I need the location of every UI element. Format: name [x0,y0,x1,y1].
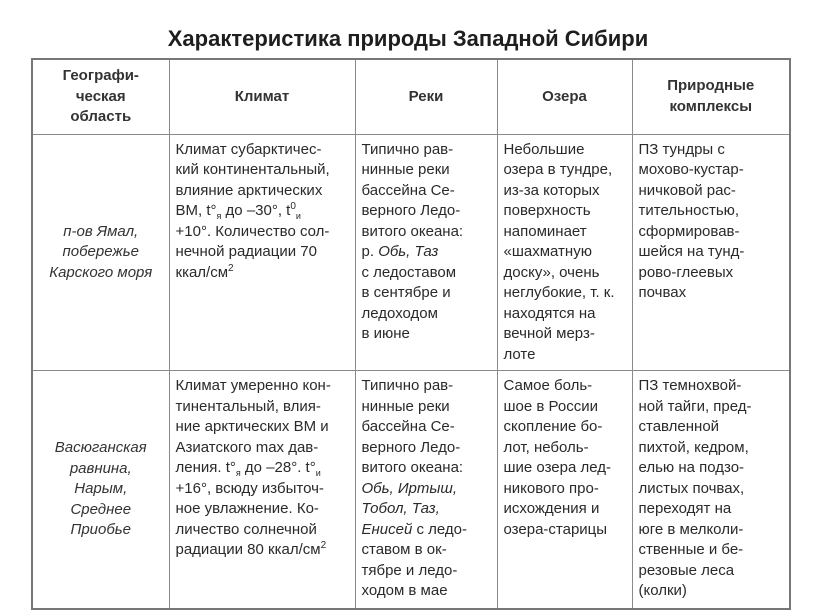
lakes-cell: Небольшие озера в тундре, из-за которых поверхность напоминает «шахматную доску», очень неглубокие, т. к. находятся на вечной мерз- лоте [497,134,632,371]
climate-text: ккал/см [175,263,229,281]
july-subscript: и [295,211,301,221]
rivers-text: с ледо- ставом в ок- тябре и ледо- ходом в мае [361,520,467,599]
degree-superscript: 0 [290,201,296,212]
climate-line: ное увлажнение. Ко- [175,500,319,517]
climate-line: +10°. Количество сол- [175,222,330,240]
climate-line: Азиатского max дав- [175,438,319,456]
climate-line: тинентальный, влия- [175,397,321,415]
header-region: Географи- ческая область [32,59,169,134]
january-subscript: я [235,468,241,478]
header-lakes: Озера [497,59,632,134]
climate-text: ВМ, t° [175,202,217,219]
table-header-row [32,59,790,134]
climate-line [176,263,349,284]
page-title: Характеристика природы Западной Сибири [167,26,649,51]
climate-line [176,540,349,561]
complexes-cell: ПЗ тундры с мохово-кустар- ничковой рас- тительностью, сформировав- шейся на тунд- рово-глеевых почвах [632,134,790,371]
header-rivers: Реки [355,59,497,134]
river-names: Обь, Таз [378,243,439,260]
climate-line: кий континентальный, [175,161,330,178]
table-row [32,134,790,371]
climate-line: Климат умеренно кон- [175,377,331,394]
river-names: Обь, Иртыш, Тобол, Таз, Енисей [361,479,458,538]
climate-text: радиации 80 ккал/см [175,541,321,558]
climate-text: до –30°, t [221,202,291,219]
climate-line-temp [176,201,349,222]
climate-line: личество солнечной [175,520,317,538]
climate-line: влияние арктических [175,181,323,199]
header-complexes: Природные комплексы [632,59,790,134]
rivers-text: Типично рав- нинные реки бассейна Се- верного Ледо- витого океана: [361,377,464,476]
july-subscript: и [315,468,321,478]
rivers-text: с ледоставом в сентябре и ледоходом в июне [361,263,457,342]
complexes-cell: ПЗ темнохвой- ной тайги, пред- ставленной пихтой, кедром, елью на подзо- листых почвах, переходят на юге в мелколи- ственные и бе- резовые леса (колки) [632,371,790,609]
climate-cell [169,134,355,371]
unit-superscript: 2 [228,262,234,274]
rivers-text: Типично рав- нинные реки бассейна Се- верного Ледо- витого океана: р. [361,140,464,260]
region-cell: п-ов Ямал, побережье Карского моря [32,134,169,371]
lakes-cell: Самое боль- шое в России скопление бо- лот, неболь- шие озера лед- никового про- исхождения и озера-старицы [497,371,632,609]
climate-line: Климат субарктичес- [175,140,322,158]
climate-text: ления. t° [175,459,236,476]
rivers-cell [355,134,497,371]
climate-line-temp [176,458,349,479]
region-cell: Васюганская равнина, Нарым, Среднее Приобье [32,371,169,609]
table-row [32,371,790,609]
header-climate: Климат [169,59,355,134]
climate-line: +16°, всюду избыточ- [175,479,324,497]
january-subscript: я [216,211,222,221]
unit-superscript: 2 [320,540,327,551]
nature-table [31,58,791,610]
climate-line: ние арктических ВМ и [175,418,329,435]
rivers-cell [355,371,497,609]
climate-cell [169,371,355,609]
climate-line: нечной радиации 70 [175,243,317,260]
climate-text: до –28°. t° [240,459,316,476]
